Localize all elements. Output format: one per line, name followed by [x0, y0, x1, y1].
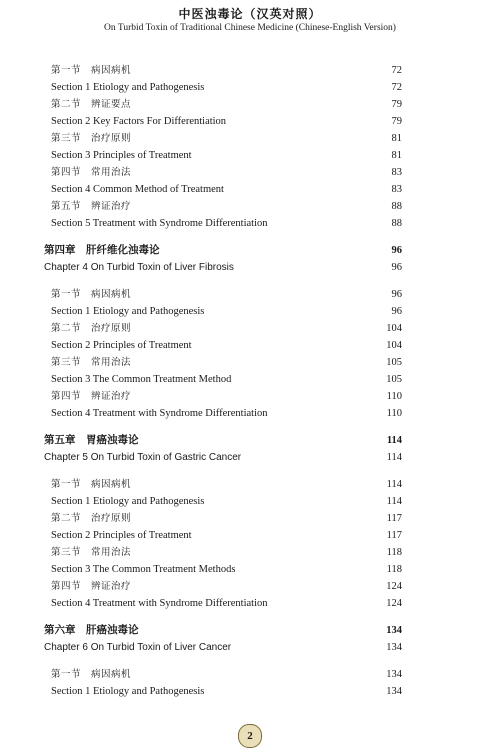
- chapter-heading[interactable]: [44, 449, 402, 466]
- toc-entry-title: Section 1 Etiology and Pathogenesis: [51, 306, 205, 317]
- chapter-heading[interactable]: [44, 259, 402, 276]
- toc-entry-page: 114: [386, 435, 402, 446]
- toc-entry-title: Section 2 Key Factors For Differentiation: [51, 116, 227, 127]
- toc-entry[interactable]: [44, 130, 402, 147]
- toc-entry-title: 第六章 肝癌浊毒论: [44, 624, 139, 636]
- toc-entry-title: 第四节 辨证治疗: [51, 581, 132, 592]
- toc-entry-title: 第三节 常用治法: [51, 357, 132, 368]
- toc-entry-title: Section 1 Etiology and Pathogenesis: [51, 686, 205, 697]
- toc-entry-page: 134: [386, 642, 402, 653]
- toc-entry[interactable]: [44, 578, 402, 595]
- toc-entry[interactable]: [44, 544, 402, 561]
- table-of-contents: [44, 62, 402, 700]
- toc-entry-title: 第一节 病因病机: [51, 479, 132, 490]
- toc-entry-title: Section 3 The Common Treatment Method: [51, 374, 232, 385]
- toc-entry-title: Section 1 Etiology and Pathogenesis: [51, 82, 205, 93]
- toc-entry-page: 118: [386, 547, 402, 558]
- toc-entry[interactable]: [44, 147, 402, 164]
- toc-entry[interactable]: [44, 510, 402, 527]
- toc-entry[interactable]: [44, 388, 402, 405]
- toc-entry-page: 83: [391, 184, 402, 195]
- toc-entry-page: 88: [391, 201, 402, 212]
- toc-entry-page: 110: [386, 408, 402, 419]
- toc-entry-page: 72: [391, 82, 402, 93]
- toc-entry-title: 第三节 常用治法: [51, 547, 132, 558]
- toc-entry[interactable]: [44, 354, 402, 371]
- chapter-heading[interactable]: [44, 639, 402, 656]
- toc-entry-page: 124: [386, 581, 402, 592]
- toc-entry-page: 96: [391, 306, 402, 317]
- toc-entry[interactable]: [44, 62, 402, 79]
- page-footer: [0, 724, 500, 748]
- book-title-en: On Turbid Toxin of Traditional Chinese Medicine (Chinese-English Version): [104, 23, 396, 33]
- toc-entry-page: 114: [386, 479, 402, 490]
- book-title-cn: 中医浊毒论（汉英对照）: [178, 7, 322, 21]
- toc-entry-page: 81: [391, 150, 402, 161]
- toc-entry-title: Section 2 Principles of Treatment: [51, 530, 192, 541]
- toc-entry[interactable]: [44, 181, 402, 198]
- toc-entry-page: 134: [386, 686, 402, 697]
- toc-entry-title: Section 4 Common Method of Treatment: [51, 184, 224, 195]
- toc-entry[interactable]: [44, 164, 402, 181]
- toc-entry-page: 105: [386, 357, 402, 368]
- toc-entry-page: 104: [386, 340, 402, 351]
- toc-entry-page: 134: [386, 669, 402, 680]
- toc-entry-page: 104: [386, 323, 402, 334]
- toc-entry-page: 124: [386, 598, 402, 609]
- toc-entry[interactable]: [44, 303, 402, 320]
- toc-entry-title: Section 1 Etiology and Pathogenesis: [51, 496, 205, 507]
- toc-entry-title: Section 5 Treatment with Syndrome Differentiation: [51, 218, 268, 229]
- toc-entry-title: Section 4 Treatment with Syndrome Differentiation: [51, 598, 268, 609]
- toc-entry-page: 72: [391, 65, 402, 76]
- toc-entry-title: Chapter 6 On Turbid Toxin of Liver Cancer: [44, 642, 232, 653]
- toc-entry-page: 117: [386, 513, 402, 524]
- toc-entry-title: 第四节 常用治法: [51, 167, 132, 178]
- toc-entry[interactable]: [44, 527, 402, 544]
- toc-entry-page: 114: [386, 496, 402, 507]
- toc-entry-page: 114: [386, 452, 402, 463]
- chapter-heading[interactable]: [44, 242, 402, 259]
- toc-entry-page: 96: [391, 245, 402, 256]
- toc-entry-title: 第一节 病因病机: [51, 65, 132, 76]
- toc-entry-title: Chapter 4 On Turbid Toxin of Liver Fibrosis: [44, 262, 234, 273]
- toc-entry-page: 117: [386, 530, 402, 541]
- toc-entry[interactable]: [44, 337, 402, 354]
- toc-entry-page: 79: [391, 99, 402, 110]
- toc-entry-title: 第四章 肝纤维化浊毒论: [44, 244, 160, 256]
- toc-entry-page: 110: [386, 391, 402, 402]
- toc-entry[interactable]: [44, 198, 402, 215]
- toc-entry[interactable]: [44, 286, 402, 303]
- toc-entry-title: Section 3 The Common Treatment Methods: [51, 564, 236, 575]
- toc-entry-title: 第一节 病因病机: [51, 669, 132, 680]
- running-header: [0, 0, 500, 34]
- toc-entry-page: 134: [386, 625, 402, 636]
- toc-entry-title: 第三节 治疗原则: [51, 133, 132, 144]
- toc-entry-title: 第五节 辨证治疗: [51, 201, 132, 212]
- chapter-heading[interactable]: [44, 622, 402, 639]
- toc-entry-title: 第二节 治疗原则: [51, 323, 132, 334]
- toc-entry[interactable]: [44, 215, 402, 232]
- toc-entry-title: 第五章 胃癌浊毒论: [44, 434, 139, 446]
- toc-entry-title: 第二节 辨证要点: [51, 99, 132, 110]
- page-number: 2: [238, 724, 262, 748]
- toc-entry[interactable]: [44, 371, 402, 388]
- toc-entry-title: Section 2 Principles of Treatment: [51, 340, 192, 351]
- toc-entry[interactable]: [44, 79, 402, 96]
- toc-entry-title: 第一节 病因病机: [51, 289, 132, 300]
- toc-entry[interactable]: [44, 96, 402, 113]
- toc-entry-page: 81: [391, 133, 402, 144]
- toc-entry-page: 105: [386, 374, 402, 385]
- toc-entry[interactable]: [44, 320, 402, 337]
- toc-entry-page: 83: [391, 167, 402, 178]
- toc-entry-title: 第二节 治疗原则: [51, 513, 132, 524]
- toc-entry-title: Section 3 Principles of Treatment: [51, 150, 192, 161]
- toc-entry-title: 第四节 辨证治疗: [51, 391, 132, 402]
- toc-entry[interactable]: [44, 113, 402, 130]
- chapter-heading[interactable]: [44, 432, 402, 449]
- toc-entry-page: 96: [391, 289, 402, 300]
- toc-entry-page: 118: [386, 564, 402, 575]
- toc-entry-title: Section 4 Treatment with Syndrome Differentiation: [51, 408, 268, 419]
- toc-entry[interactable]: [44, 595, 402, 612]
- toc-entry-title: Chapter 5 On Turbid Toxin of Gastric Cancer: [44, 452, 242, 463]
- toc-entry[interactable]: [44, 561, 402, 578]
- toc-entry-page: 79: [391, 116, 402, 127]
- toc-entry[interactable]: [44, 405, 402, 422]
- toc-entry[interactable]: [44, 666, 402, 683]
- toc-entry[interactable]: [44, 683, 402, 700]
- toc-entry[interactable]: [44, 476, 402, 493]
- toc-entry-page: 88: [391, 218, 402, 229]
- toc-entry-page: 96: [391, 262, 402, 273]
- toc-entry[interactable]: [44, 493, 402, 510]
